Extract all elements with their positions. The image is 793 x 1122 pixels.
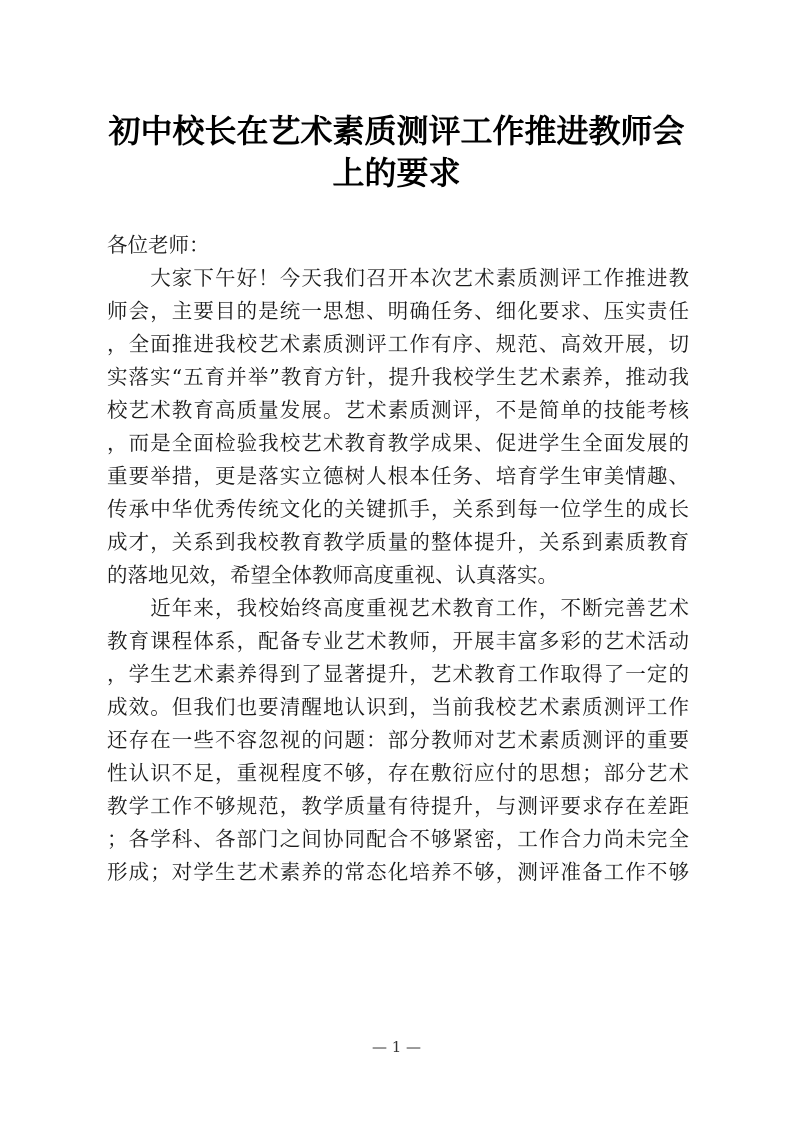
body-line: ，学生艺术素养得到了显著提升，艺术教育工作取得了一定的 — [107, 662, 689, 686]
body-line: ；各学科、各部门之间协同配合不够紧密，工作合力尚未完全 — [107, 827, 689, 851]
title-line-2: 上的要求 — [332, 154, 461, 192]
body-line: 大家下午好！今天我们召开本次艺术素质测评工作推进教 — [107, 266, 689, 290]
body-line: 还存在一些不容忽视的问题：部分教师对艺术素质测评的重要 — [107, 728, 689, 752]
body-line: 实落实“五育并举”教育方针，提升我校学生艺术素养，推动我 — [107, 365, 689, 389]
body-line: 形成；对学生艺术素养的常态化培养不够，测评准备工作不够 — [107, 860, 689, 884]
body-line: 重要举措，更是落实立德树人根本任务、培育学生审美情趣、 — [107, 464, 689, 488]
document-body — [107, 229, 689, 889]
body-line: 教学工作不够规范，教学质量有待提升，与测评要求存在差距 — [107, 794, 689, 818]
body-line: 成效。但我们也要清醒地认识到，当前我校艺术素质测评工作 — [107, 695, 689, 719]
salutation: 各位老师： — [107, 233, 210, 257]
body-line: 的落地见效，希望全体教师高度重视、认真落实。 — [107, 563, 558, 587]
body-line: 成才，关系到我校教育教学质量的整体提升，关系到素质教育 — [107, 530, 689, 554]
body-line: 师会，主要目的是统一思想、明确任务、细化要求、压实责任 — [107, 299, 689, 323]
body-line: 性认识不足，重视程度不够，存在敷衍应付的思想；部分艺术 — [107, 761, 689, 785]
body-line: 近年来，我校始终高度重视艺术教育工作，不断完善艺术 — [107, 596, 689, 620]
body-line: 教育课程体系，配备专业艺术教师，开展丰富多彩的艺术活动 — [107, 629, 689, 653]
document-title — [100, 110, 693, 194]
body-line: ，而是全面检验我校艺术教育教学成果、促进学生全面发展的 — [107, 431, 689, 455]
title-line-1: 初中校长在艺术素质测评工作推进教师会 — [108, 112, 685, 150]
body-line: ，全面推进我校艺术素质测评工作有序、规范、高效开展，切 — [107, 332, 689, 356]
body-line: 传承中华优秀传统文化的关键抓手，关系到每一位学生的成长 — [107, 497, 689, 521]
body-line: 校艺术教育高质量发展。艺术素质测评，不是简单的技能考核 — [107, 398, 689, 422]
page-number: — 1 — — [371, 1038, 422, 1056]
